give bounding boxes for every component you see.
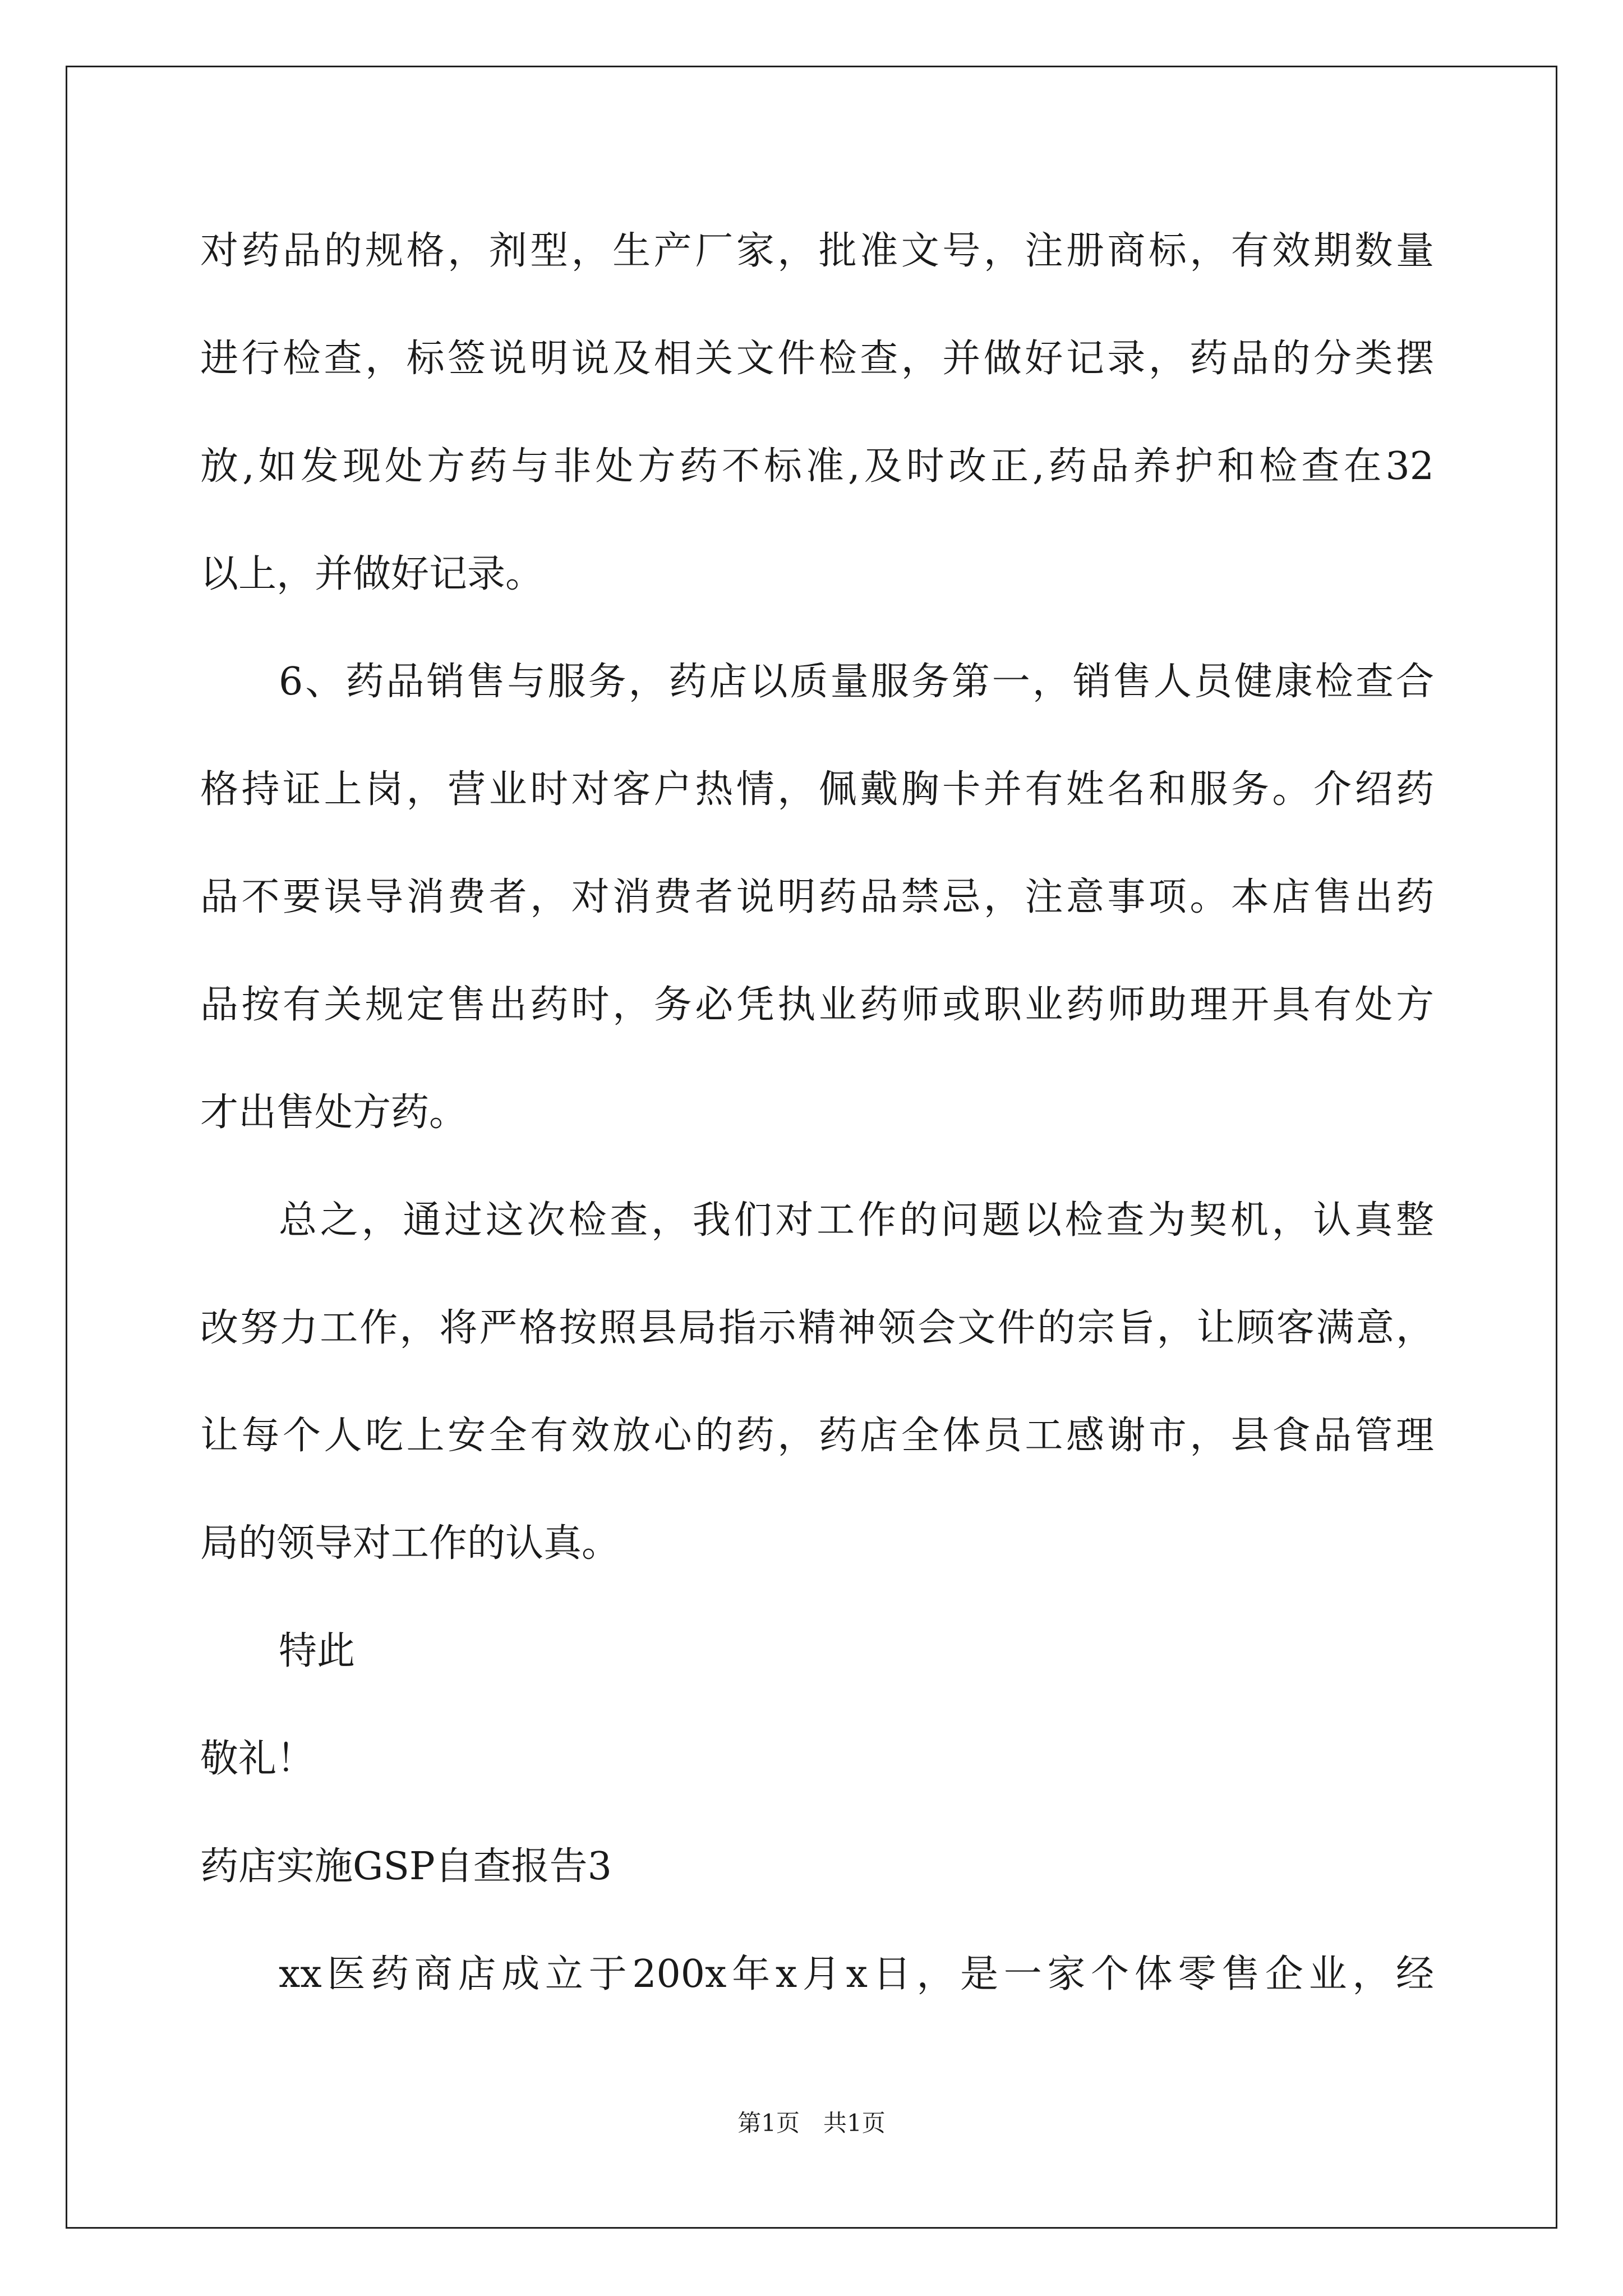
- paragraph-line-2: 进行检查，标签说明说及相关文件检查，并做好记录，药品的分类摆: [200, 337, 1434, 381]
- paragraph-line-17: xx医药商店成立于200x年x月x日，是一家个体零售企业，经: [279, 1952, 1434, 1996]
- paragraph-line-11: 改努力工作，将严格按照县局指示精神领会文件的宗旨，让顾客满意，: [200, 1306, 1434, 1350]
- paragraph-line-3: 放,如发现处方药与非处方药不标准,及时改正,药品养护和检查在32: [200, 444, 1434, 489]
- paragraph-line-12: 让每个人吃上安全有效放心的药，药店全体员工感谢市，县食品管理: [200, 1414, 1434, 1458]
- paragraph-line-8: 品按有关规定售出药时，务必凭执业药师或职业药师助理开具有处方: [200, 983, 1434, 1027]
- paragraph-line-9: 才出售处方药。: [200, 1091, 468, 1135]
- paragraph-line-4: 以上，并做好记录。: [200, 552, 544, 596]
- paragraph-line-6: 格持证上岗，营业时对客户热情，佩戴胸卡并有姓名和服务。介绍药: [200, 767, 1434, 812]
- section-heading: 药店实施GSP自查报告3: [200, 1844, 612, 1889]
- paragraph-line-7: 品不要误导消费者，对消费者说明药品禁忌，注意事项。本店售出药: [200, 875, 1434, 919]
- page-border: [66, 66, 1557, 2229]
- paragraph-line-10: 总之，通过这次检查，我们对工作的问题以检查为契机，认真整: [279, 1198, 1434, 1243]
- page-footer: 第1页 共1页: [737, 2109, 886, 2137]
- paragraph-line-1: 对药品的规格，剂型，生产厂家，批准文号，注册商标，有效期数量: [200, 229, 1434, 273]
- closing-text: 特此: [279, 1629, 356, 1673]
- salutation: 敬礼！: [200, 1737, 315, 1781]
- paragraph-line-5: 6、药品销售与服务，药店以质量服务第一，销售人员健康检查合: [279, 660, 1434, 704]
- paragraph-line-13: 局的领导对工作的认真。: [200, 1521, 620, 1566]
